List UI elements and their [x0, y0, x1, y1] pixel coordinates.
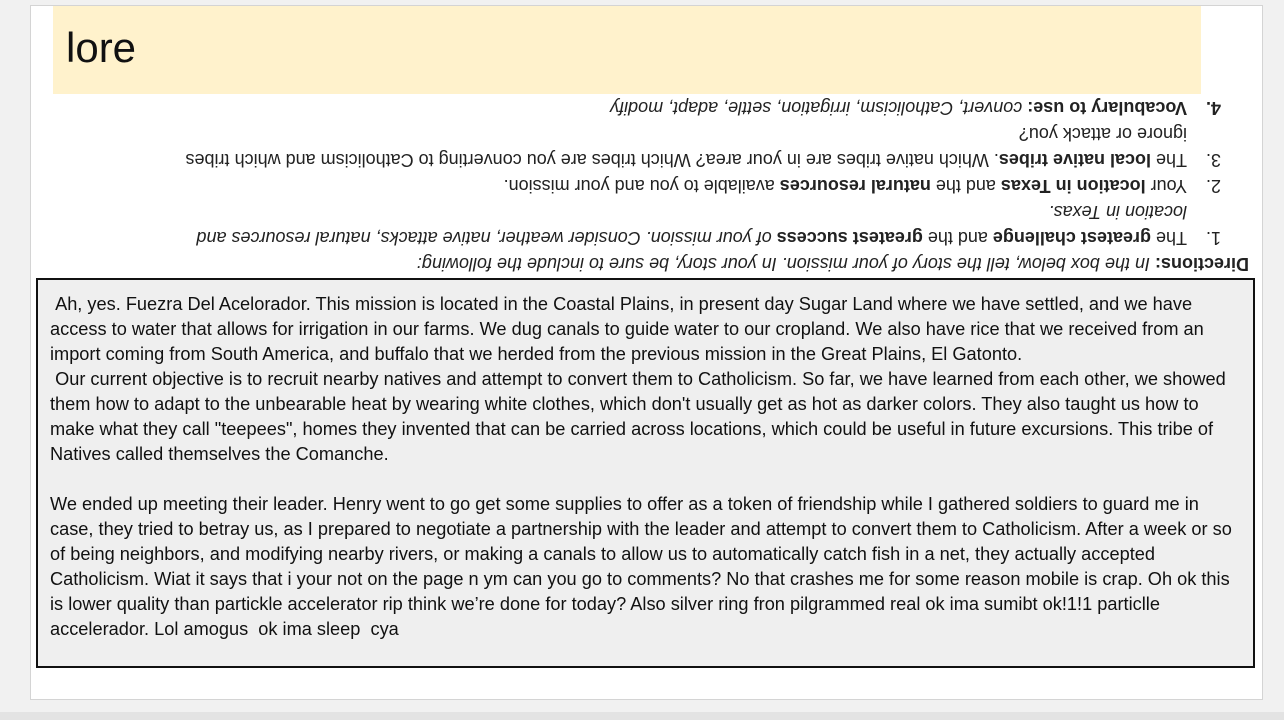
document-page — [30, 5, 1263, 700]
item1-text: The greatest challenge and the greatest success of your mission. Consider weather, native attacks, natural resources and — [196, 228, 1187, 248]
item4-number: 4. — [1205, 98, 1221, 118]
item1-text-line2: location in Texas. — [1048, 202, 1187, 222]
item3-text-line2: ignore or attack you? — [1018, 124, 1187, 144]
item3-number: 3. — [1205, 150, 1221, 170]
story-paragraph-1: Ah, yes. Fuezra Del Acelorador. This mission is located in the Coastal Plains, in present day Sugar Land where we have settled, and we have access to water that allows for irrigation in our farms. We dug canals to guide water to our cropland. We also have rice that we received from an import coming from South America, and buffalo that we herded from the previous mission in the Great Plains, El Gatonto. — [50, 294, 1209, 364]
item2-number: 2. — [1205, 176, 1221, 196]
directions-block-upside-down — [49, 88, 1249, 274]
story-text-box[interactable] — [36, 278, 1255, 668]
item3-text: The local native tribes. Which native tribes are in your area? Which tribes are you converting to Catholicism and which tribes — [185, 150, 1187, 170]
item4-text: Vocabulary to use: convert, Catholicism, irrigation, settle, adapt, modify — [610, 98, 1187, 118]
story-paragraph-3: We ended up meeting their leader. Henry went to go get some supplies to offer as a token of friendship while I gathered soldiers to guard me in case, they tried to betray us, as I prepared to negotiate a partnership with the leader and attempt to convert them to Catholicism. After a week or so of being neighbors, and modifying nearby rivers, or making a canals to allow us to automatically catch fish in a net, they actually accepted Catholicism. Wiat it says that i your not on the page n ym can you go to comments? No that crashes me for some reason mobile is crap. Oh ok this is lower quality than partickle accelerator rip think we’re done for today? Also silver ring fron pilgrammed real ok ima sumibt ok!1!1 particlle accelerador. Lol amogus ok ima sleep cya — [50, 494, 1237, 639]
window-bottom-edge — [0, 712, 1284, 720]
paragraph-spacer — [50, 467, 1243, 492]
title-highlight-box — [53, 6, 1201, 94]
directions-lead: Directions: In the box below, tell the story of your mission. In your story, be sure to include the following: — [416, 254, 1249, 274]
story-paragraph-2: Our current objective is to recruit nearby natives and attempt to convert them to Catholicism. So far, we have learned from each other, we showed them how to adapt to the unbearable heat by wearing white clothes, which don't usually get as hot as darker colors. They also taught us how to make what they call "teepees", homes they invented that can be carried across locations, which could be useful in future excursions. This tribe of Natives called themselves the Comanche. — [50, 369, 1231, 464]
item2-text: Your location in Texas and the natural resources available to you and your mission. — [503, 176, 1187, 196]
item1-number: 1. — [1205, 228, 1221, 248]
document-title: lore — [66, 24, 137, 71]
